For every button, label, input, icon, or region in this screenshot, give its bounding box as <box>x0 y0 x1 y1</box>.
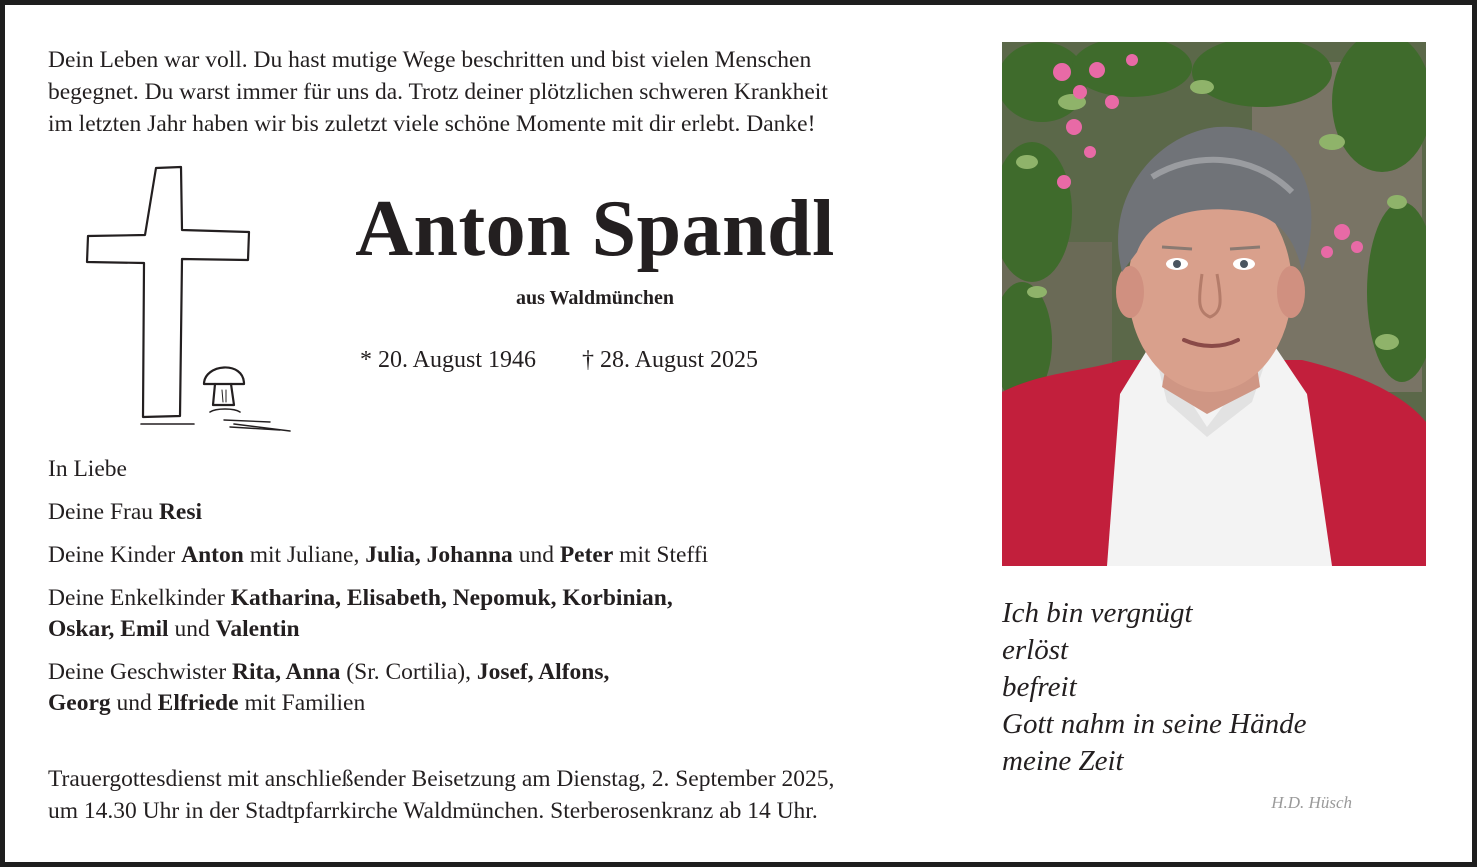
intro-line: Dein Leben war voll. Du hast mutige Wege beschritten und bist vielen Menschen <box>48 47 812 73</box>
death-date: † 28. August 2025 <box>582 347 759 373</box>
intro-text <box>48 44 983 140</box>
family-intro: In Liebe <box>48 456 127 482</box>
wife-name: Resi <box>158 499 203 525</box>
family-grandchildren <box>48 583 948 645</box>
grandchildren-text: und <box>168 616 216 642</box>
siblings-text: und <box>110 690 158 716</box>
grandchild-names: Katharina, Elisabeth, Nepomuk, Korbinian, <box>230 585 673 611</box>
siblings-text: mit Familien <box>238 690 366 716</box>
sibling-names: Josef, Alfons, <box>476 659 610 685</box>
poem <box>1002 595 1432 780</box>
intro-line: begegnet. Du warst immer für uns da. Trotz deiner plötzlichen schweren Krankheit <box>48 79 828 105</box>
children-text: mit Steffi <box>613 542 709 568</box>
siblings-text: (Sr. Cortilia), <box>340 659 477 685</box>
family-wife <box>48 497 948 528</box>
portrait-photo <box>1002 42 1426 566</box>
intro-line: im letzten Jahr haben wir bis zuletzt viele schöne Momente mit dir erlebt. Danke! <box>48 111 816 137</box>
service-info <box>48 763 983 827</box>
birth-date: * 20. August 1946 <box>360 347 537 373</box>
poem-author: H.D. Hüsch <box>1271 793 1352 812</box>
poem-line: Gott nahm in seine Hände <box>1002 708 1307 740</box>
children-text: mit Juliane, <box>243 542 366 568</box>
service-line: Trauergottesdienst mit anschließender Beisetzung am Dienstag, 2. September 2025, <box>48 766 835 792</box>
life-dates <box>360 344 860 376</box>
grandchildren-prefix: Deine Enkelkinder <box>48 585 231 611</box>
deceased-origin: aus Waldmünchen <box>515 287 675 309</box>
sibling-names: Rita, Anna <box>232 659 341 685</box>
deceased-name: Anton Spandl <box>355 185 835 273</box>
service-line: um 14.30 Uhr in der Stadtpfarrkirche Waldmünchen. Sterberosenkranz ab 14 Uhr. <box>48 798 818 824</box>
child-name: Anton <box>181 542 244 568</box>
poem-line: erlöst <box>1002 634 1069 666</box>
child-names: Julia, Johanna <box>365 542 513 568</box>
children-prefix: Deine Kinder <box>48 542 182 568</box>
family-children <box>48 540 948 571</box>
family-list <box>48 454 948 731</box>
children-text: und <box>512 542 560 568</box>
wife-prefix: Deine Frau <box>48 499 159 525</box>
grandchild-name: Valentin <box>215 616 300 642</box>
grandchild-names: Oskar, Emil <box>48 616 169 642</box>
sibling-name: Elfriede <box>157 690 239 716</box>
cross-icon <box>84 162 296 442</box>
poem-line: meine Zeit <box>1002 745 1124 777</box>
sibling-name: Georg <box>48 690 111 716</box>
siblings-prefix: Deine Geschwister <box>48 659 233 685</box>
family-siblings <box>48 657 948 719</box>
poem-line: Ich bin vergnügt <box>1002 597 1193 629</box>
poem-line: befreit <box>1002 671 1077 703</box>
child-name: Peter <box>559 542 614 568</box>
